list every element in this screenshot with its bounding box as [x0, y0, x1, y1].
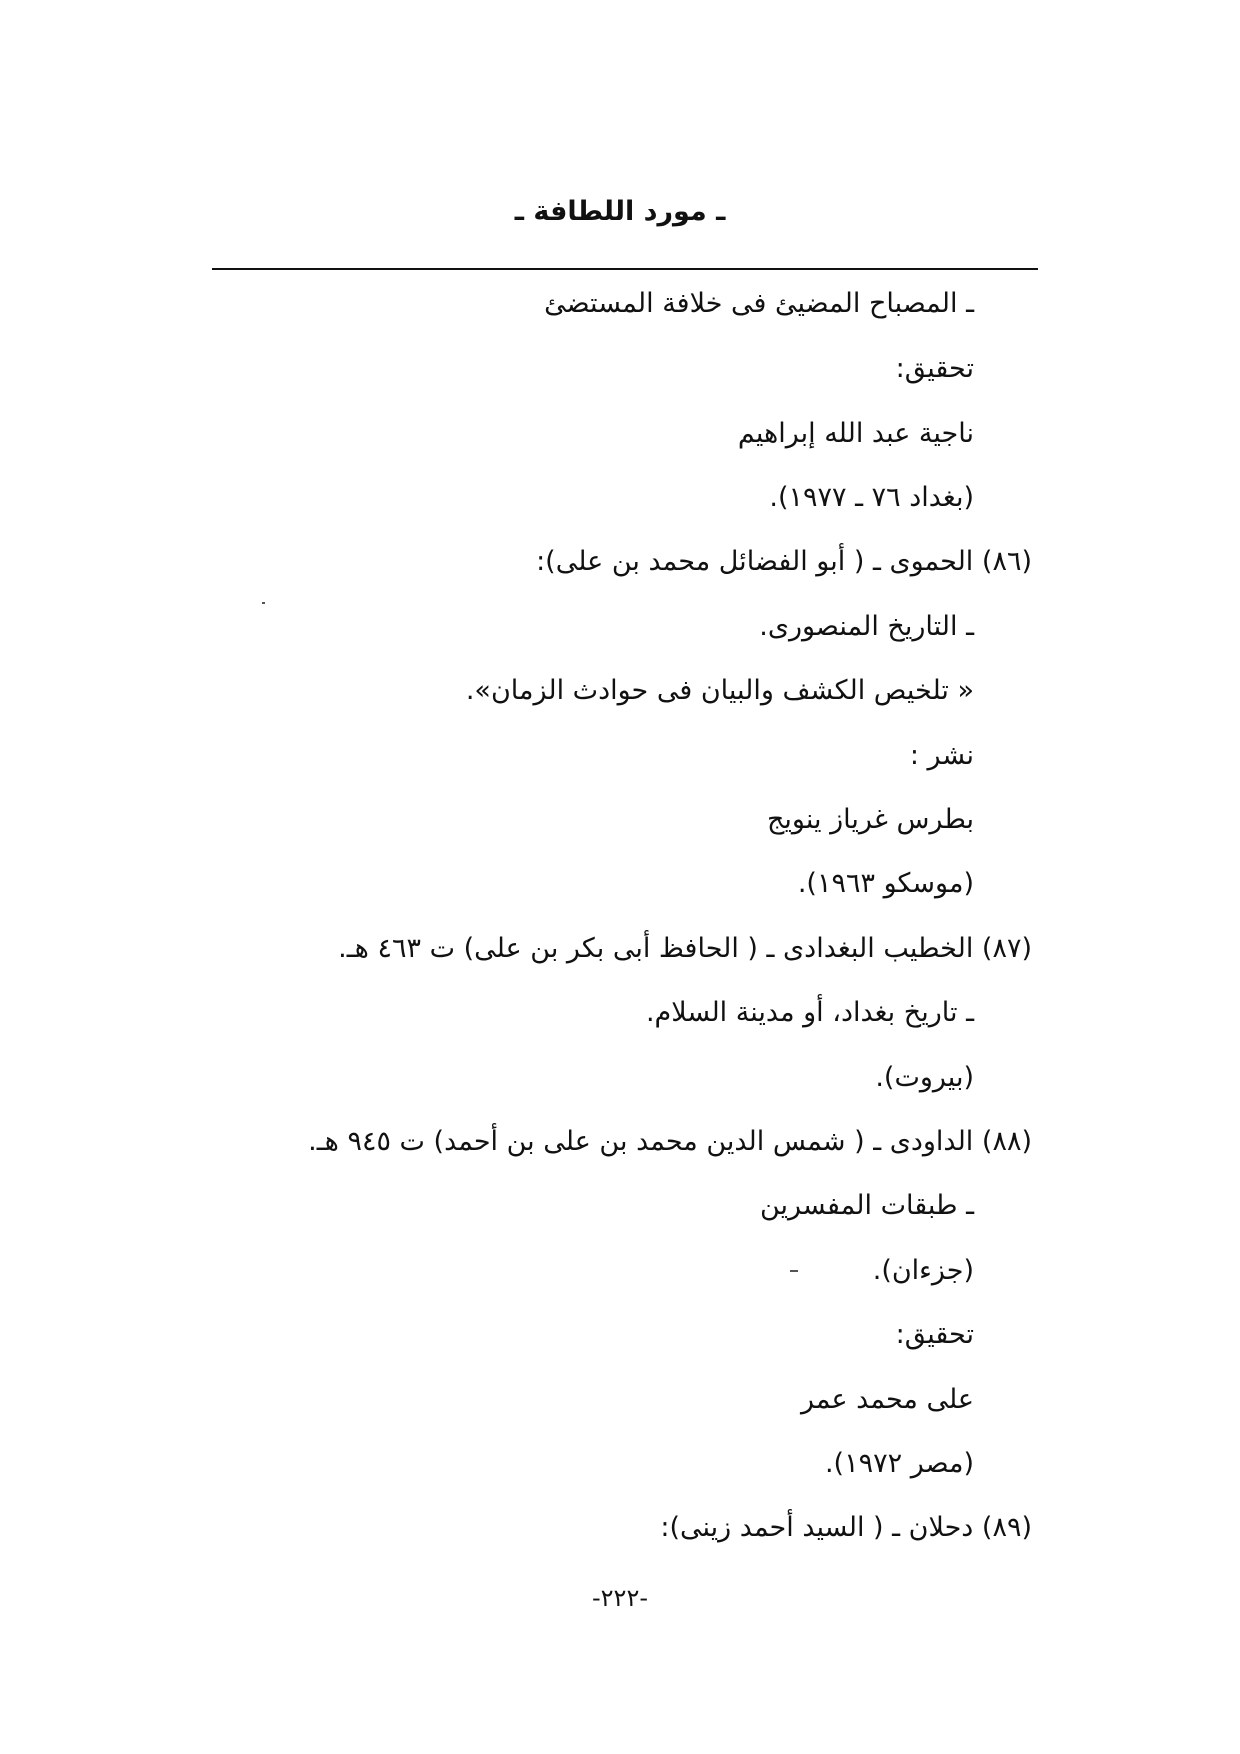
entry-86-heading: (٨٦) الحموى ـ ( أبو الفضائل محمد بن على): — [536, 546, 1032, 577]
page-header-title: ـ مورد اللطافة ـ — [514, 196, 726, 227]
editor-label: تحقيق: — [895, 353, 974, 384]
entry-89-heading: (٨٩) دحلان ـ ( السيد أحمد زينى): — [660, 1512, 1032, 1543]
entry-88-heading: (٨٨) الداودى ـ ( شمس الدين محمد بن على بن أحمد) ت ٩٤٥ هـ. — [308, 1126, 1032, 1157]
editor-name: ناجية عبد الله إبراهيم — [737, 418, 974, 449]
publication-info: (موسكو ١٩٦٣). — [797, 868, 974, 899]
publication-info: (بغداد ٧٦ ـ ١٩٧٧). — [769, 482, 974, 513]
book-title-line: ـ طبقات المفسرين — [759, 1190, 974, 1221]
publication-info: (مصر ١٩٧٢). — [824, 1448, 974, 1479]
editor-label: تحقيق: — [895, 1319, 974, 1350]
publication-info: (بيروت). — [875, 1062, 974, 1093]
volume-info: (جزءان). — [872, 1255, 974, 1286]
scan-speck — [262, 602, 265, 604]
book-subtitle-line: « تلخيص الكشف والبيان فى حوادث الزمان». — [465, 675, 974, 706]
header-divider — [212, 268, 1038, 270]
book-title-line: ـ التاريخ المنصورى. — [759, 611, 974, 642]
page-number: -٢٢٢- — [591, 1584, 648, 1612]
publisher-name: بطرس غرياز ينويج — [766, 804, 974, 835]
entry-87-heading: (٨٧) الخطيب البغدادى ـ ( الحافظ أبى بكر بن على) ت ٤٦٣ هـ. — [338, 933, 1032, 964]
book-title-line: ـ المصباح المضيئ فى خلافة المستضئ — [544, 288, 974, 319]
scan-speck — [790, 1270, 798, 1272]
publisher-label: نشر : — [909, 740, 974, 771]
editor-name: على محمد عمر — [800, 1384, 974, 1415]
book-title-line: ـ تاريخ بغداد، أو مدينة السلام. — [645, 997, 974, 1028]
